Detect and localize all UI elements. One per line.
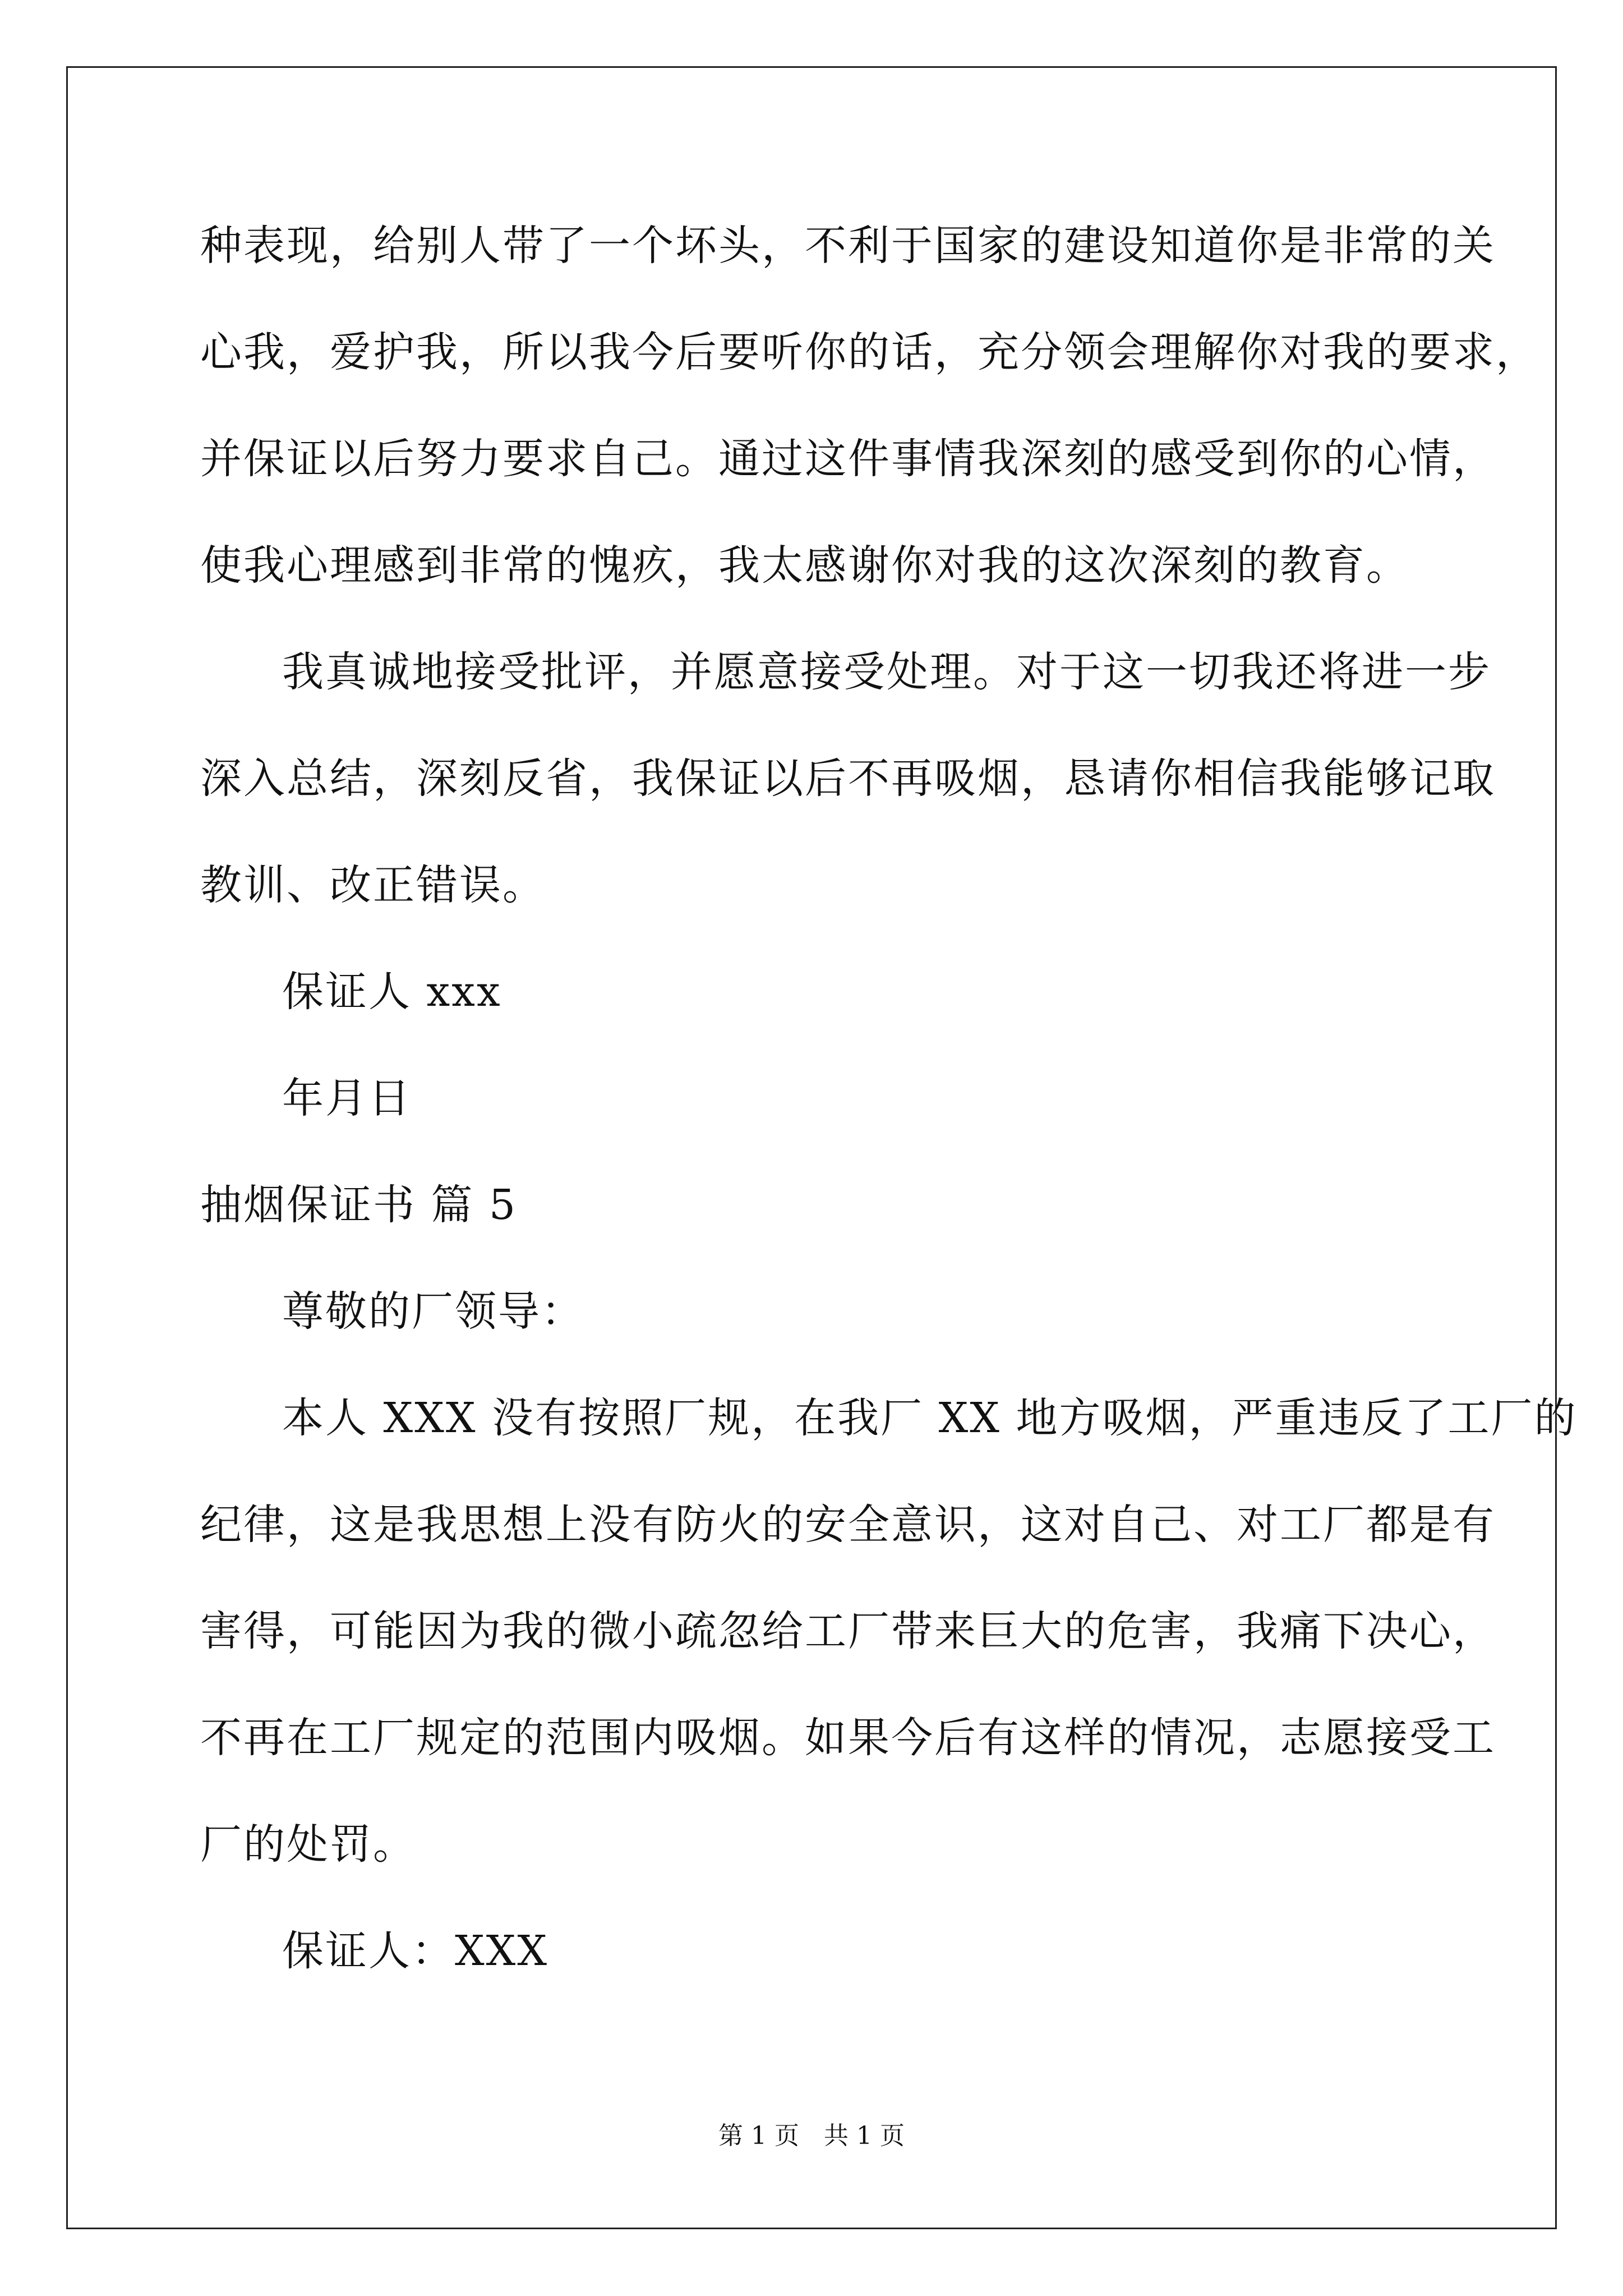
- body-text-line: 心我，爱护我，所以我今后要听你的话，充分领会理解你对我的要求，: [200, 328, 1539, 376]
- section-heading: 抽烟保证书 篇 5: [200, 1181, 518, 1229]
- body-text-line: 纪律，这是我思想上没有防火的安全意识，这对自己、对工厂都是有: [200, 1501, 1496, 1549]
- paragraph-start-line: 我真诚地接受批评，并愿意接受处理。对于这一切我还将进一步: [282, 648, 1491, 696]
- body-text-line: 害得，可能因为我的微小疏忽给工厂带来巨大的危害，我痛下决心，: [200, 1607, 1496, 1655]
- signature-line: 保证人 xxx: [282, 968, 502, 1016]
- page-border: [66, 66, 1557, 2229]
- body-text-line: 不再在工厂规定的范围内吸烟。如果今后有这样的情况，志愿接受工: [200, 1714, 1496, 1762]
- body-text-line: 使我心理感到非常的愧疚，我太感谢你对我的这次深刻的教育。: [200, 541, 1409, 590]
- body-text-line: 教训、改正错误。: [200, 861, 546, 909]
- date-line: 年月日: [282, 1074, 412, 1122]
- salutation: 尊敬的厂领导：: [282, 1287, 584, 1336]
- paragraph-start-line: 本人 XXX 没有按照厂规，在我厂 XX 地方吸烟，严重违反了工厂的: [282, 1394, 1578, 1442]
- body-text-line: 种表现，给别人带了一个坏头，不利于国家的建设知道你是非常的关: [200, 222, 1496, 270]
- body-text-line: 厂的处罚。: [200, 1820, 416, 1869]
- body-text-line: 并保证以后努力要求自己。通过这件事情我深刻的感受到你的心情，: [200, 435, 1496, 483]
- signature-line: 保证人：XXX: [282, 1927, 549, 1975]
- body-text-line: 深入总结，深刻反省，我保证以后不再吸烟，恳请你相信我能够记取: [200, 754, 1496, 803]
- page-number: 第 1 页 共 1 页: [718, 2122, 905, 2150]
